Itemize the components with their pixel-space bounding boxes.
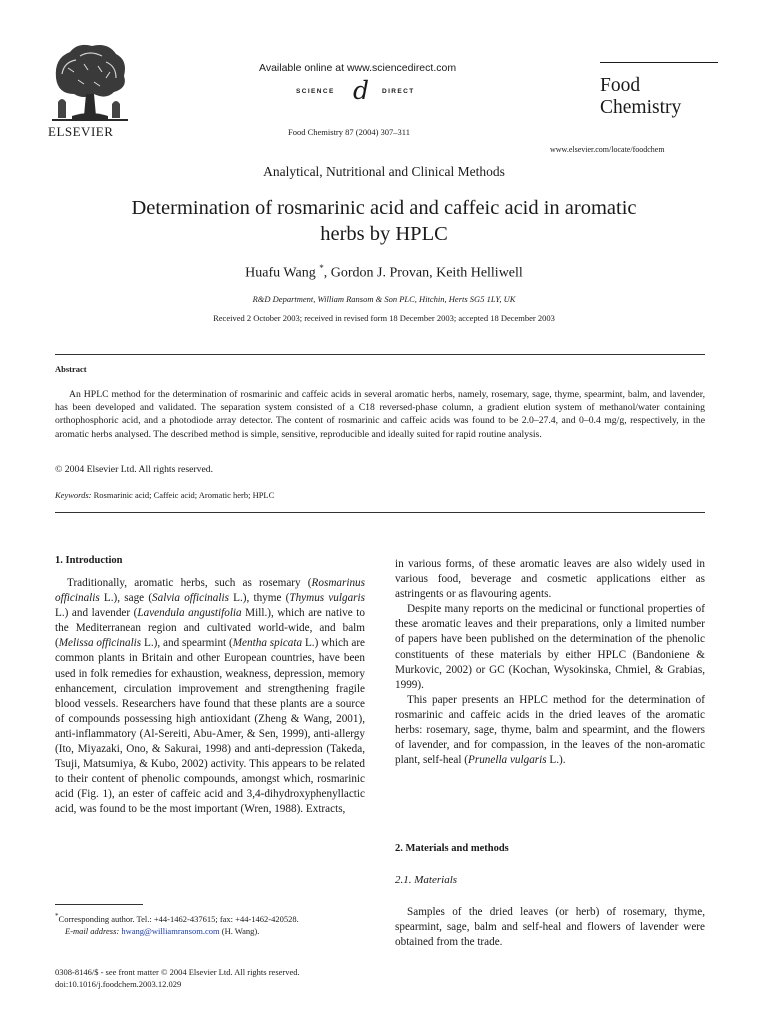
footnote-text: Corresponding author. Tel.: +44-1462-437615; fax: +44-1462-420528. xyxy=(58,913,299,924)
intro-continuation: in various forms, of these aromatic leaves are also widely used in various food, beverage and cosmetic applications either as astringents or as flavouring agents. xyxy=(395,558,705,601)
abstract-top-rule xyxy=(55,354,705,355)
section-type: Analytical, Nutritional and Clinical Methods xyxy=(263,164,505,179)
species-name: Salvia officinalis xyxy=(152,592,229,605)
methods-heading: 2. Materials and methods xyxy=(395,843,509,854)
sciencedirect-logo[interactable] xyxy=(296,76,438,105)
text-run: Traditionally, aromatic herbs, such as rosemary ( xyxy=(67,577,312,589)
footnote-email xyxy=(55,925,365,937)
text-run: L.), thyme ( xyxy=(228,592,290,605)
email-suffix: (H. Wang). xyxy=(219,925,260,936)
email-label: E-mail address: xyxy=(65,925,120,936)
keywords-label: Keywords: xyxy=(55,490,92,500)
affiliation: R&D Department, William Ransom & Son PLC, Hitchin, Herts SG5 1LY, UK xyxy=(252,294,516,304)
species-name: Mentha spicata xyxy=(232,637,303,650)
abstract-body: An HPLC method for the determination of rosmarinic and caffeic acids in several aromatic herbs, namely, rosemary, sage, thyme, spearmint, balm, and lavender, has been developed and validated. The separation system consisted of a C18 reversed-phase column, a gradient elution system of methanol/water containing orthophosphoric acid, and a photodiode array detector. The content of rosmarinic and caffeic acids was found to be 2.0–27.4, and 0–0.4 mg/g, respectively, in the aromatic herbs analysed. The described method is simple, sensitive, reproducible and ideally suited for rapid routine analysis. xyxy=(55,389,705,440)
issn-line: 0308-8146/$ - see front matter © 2004 Elsevier Ltd. All rights reserved. xyxy=(55,967,300,977)
intro-paragraph-3 xyxy=(395,693,705,768)
footnote-mark: * xyxy=(55,912,59,920)
right-column xyxy=(395,557,705,768)
received-dates: Received 2 October 2003; received in revised form 18 December 2003; accepted 18 December 2003 xyxy=(213,313,555,323)
available-online-text[interactable]: Available online at www.sciencedirect.com xyxy=(259,62,457,74)
text-run: Mill.), which are native to the Mediterranean region and cultivated world-wide, and balm ( xyxy=(55,607,365,650)
abstract-heading: Abstract xyxy=(55,364,87,374)
issn-block xyxy=(55,966,375,990)
text-run: This paper presents an HPLC method for the determination of rosmarinic and caffeic acids in the dried leaves of the aromatic herbs: rosemary, sage, thyme, balm and spearmint, and the flowers of lavender, and for compassion, in the leaves of the non-aromatic plant, self-heal ( xyxy=(395,693,705,767)
journal-name-line2: Chemistry xyxy=(600,97,682,118)
publisher-name: ELSEVIER xyxy=(48,124,114,139)
corresponding-mark[interactable]: * xyxy=(319,263,324,273)
email-link[interactable]: hwang@williamransom.com xyxy=(121,925,220,936)
abstract-bottom-rule xyxy=(55,512,705,513)
intro-paragraph-1 xyxy=(55,576,365,818)
abstract-copyright: © 2004 Elsevier Ltd. All rights reserved. xyxy=(55,464,214,475)
footnote-rule xyxy=(55,904,143,905)
species-name: Lavendula angustifolia xyxy=(137,607,242,620)
intro-heading: 1. Introduction xyxy=(55,555,123,566)
text-run: L.). xyxy=(546,754,566,767)
elsevier-tree-logo xyxy=(50,38,130,122)
article-title xyxy=(60,195,708,247)
text-run: L.) and lavender ( xyxy=(55,607,138,620)
title-line1: Determination of rosmarinic acid and caffeic acid in aromatic xyxy=(131,197,637,219)
materials-paragraph: Samples of the dried leaves (or herb) of rosemary, thyme, spearmint, sage, balm and self-heal and flowers of lavender were obtained from the trade. xyxy=(395,906,705,949)
intro-paragraph-2: Despite many reports on the medicinal or functional properties of these aromatic leaves and their preparations, only a limited number of papers have been published on the determination of the phenolic constituents of these materials by either HPLC (Bandoniene & Murkovic, 2002) or GC (Kochan, Wysokinska, Chmiel, & Grabias, 1999). xyxy=(395,603,705,691)
text-run: L.) which are common plants in Britain and other European countries, have been used in folk remedies for exhaustion, weakness, depression, memory enhancement, circulation improvement and strengthening fragile blood vessels. Researchers have found that these plants are a source of compounds possessing high antioxidant (Zheng & Wang, 2001), anti-inflammatory (Al-Sereiti, Abu-Amer, & Sen, 1999), anti-allergy (Ito, Miyazaki, Ono, & Sakurai, 1998) and anti-depression (Takeda, Tsuji, Matsumiya, & Kubo, 2002) activity. This appears to be related to their content of phenolic compounds, amongst which, rosmarinic acid (Fig. 1), an ester of caffeic acid and 3,4-dihydroxyphenyllactic acid, was found to be the most important (Wren, 1988). Extracts, xyxy=(55,637,366,816)
intro-column xyxy=(55,576,365,818)
journal-url-link[interactable]: www.elsevier.com/locate/foodchem xyxy=(550,145,665,154)
text-run: L.), and spearmint ( xyxy=(141,637,233,650)
author-list xyxy=(0,263,768,282)
journal-reference: Food Chemistry 87 (2004) 307–311 xyxy=(288,127,410,137)
title-line2: herbs by HPLC xyxy=(320,223,448,245)
sd-logo-right: DIRECT xyxy=(382,88,415,95)
journal-name xyxy=(600,62,718,119)
species-name: Rosmarinus officinalis xyxy=(55,577,365,605)
author-1[interactable]: Huafu Wang xyxy=(245,265,316,281)
materials-subheading: 2.1. Materials xyxy=(395,874,458,886)
text-run: L.), sage ( xyxy=(99,592,153,605)
footnote xyxy=(55,910,365,937)
species-name: Thymus vulgaris xyxy=(289,592,366,605)
tree-logo-icon xyxy=(50,38,130,122)
materials-text xyxy=(395,905,705,950)
sd-logo-left: SCIENCE xyxy=(296,88,335,95)
keywords-list: Rosmarinic acid; Caffeic acid; Aromatic herb; HPLC xyxy=(91,490,275,500)
species-name: Prunella vulgaris xyxy=(468,754,547,767)
journal-name-line1: Food xyxy=(600,75,641,96)
other-authors: , Gordon J. Provan, Keith Helliwell xyxy=(323,265,523,281)
doi-link[interactable]: doi:10.1016/j.foodchem.2003.12.029 xyxy=(55,979,182,989)
sd-at-icon: d xyxy=(353,76,370,105)
footnote-corresponding xyxy=(55,910,365,925)
keywords xyxy=(55,490,274,500)
species-name: Melissa officinalis xyxy=(58,637,142,650)
